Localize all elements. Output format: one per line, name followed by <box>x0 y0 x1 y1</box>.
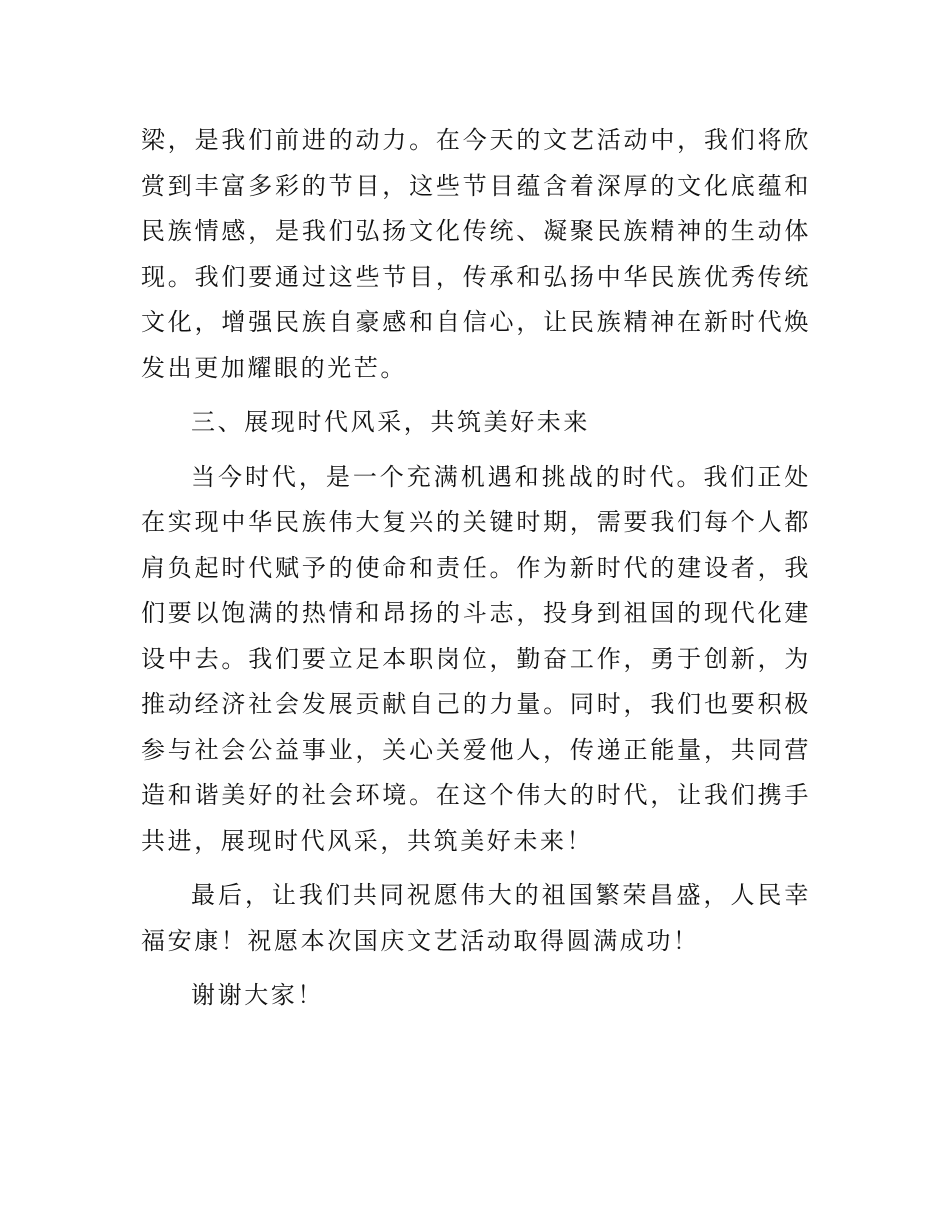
paragraph-continuation: 梁，是我们前进的动力。在今天的文艺活动中，我们将欣赏到丰富多彩的节目，这些节目蕴含着深厚的文化底蕴和民族情感，是我们弘扬文化传统、凝聚民族精神的生动体现。我们要通过这些节目，传承和弘扬中华民族优秀传统文化，增强民族自豪感和自信心，让民族精神在新时代焕发出更加耀眼的光芒。 <box>141 126 811 382</box>
document-body <box>141 118 811 1028</box>
paragraph-era: 当今时代，是一个充满机遇和挑战的时代。我们正处在实现中华民族伟大复兴的关键时期，需要我们每个人都肩负起时代赋予的使命和责任。作为新时代的建设者，我们要以饱满的热情和昂扬的斗志，投身到祖国的现代化建设中去。我们要立足本职岗位，勤奋工作，勇于创新，为推动经济社会发展贡献自己的力量。同时，我们也要积极参与社会公益事业，关心关爱他人，传递正能量，共同营造和谐美好的社会环境。在这个伟大的时代，让我们携手共进，展现时代风采，共筑美好未来！ <box>141 462 811 855</box>
paragraph-wishes: 最后，让我们共同祝愿伟大的祖国繁荣昌盛，人民幸福安康！祝愿本次国庆文艺活动取得圆满成功！ <box>141 881 811 955</box>
section-heading: 三、展现时代风采，共筑美好未来 <box>191 408 590 436</box>
closing-thanks: 谢谢大家！ <box>191 981 324 1009</box>
